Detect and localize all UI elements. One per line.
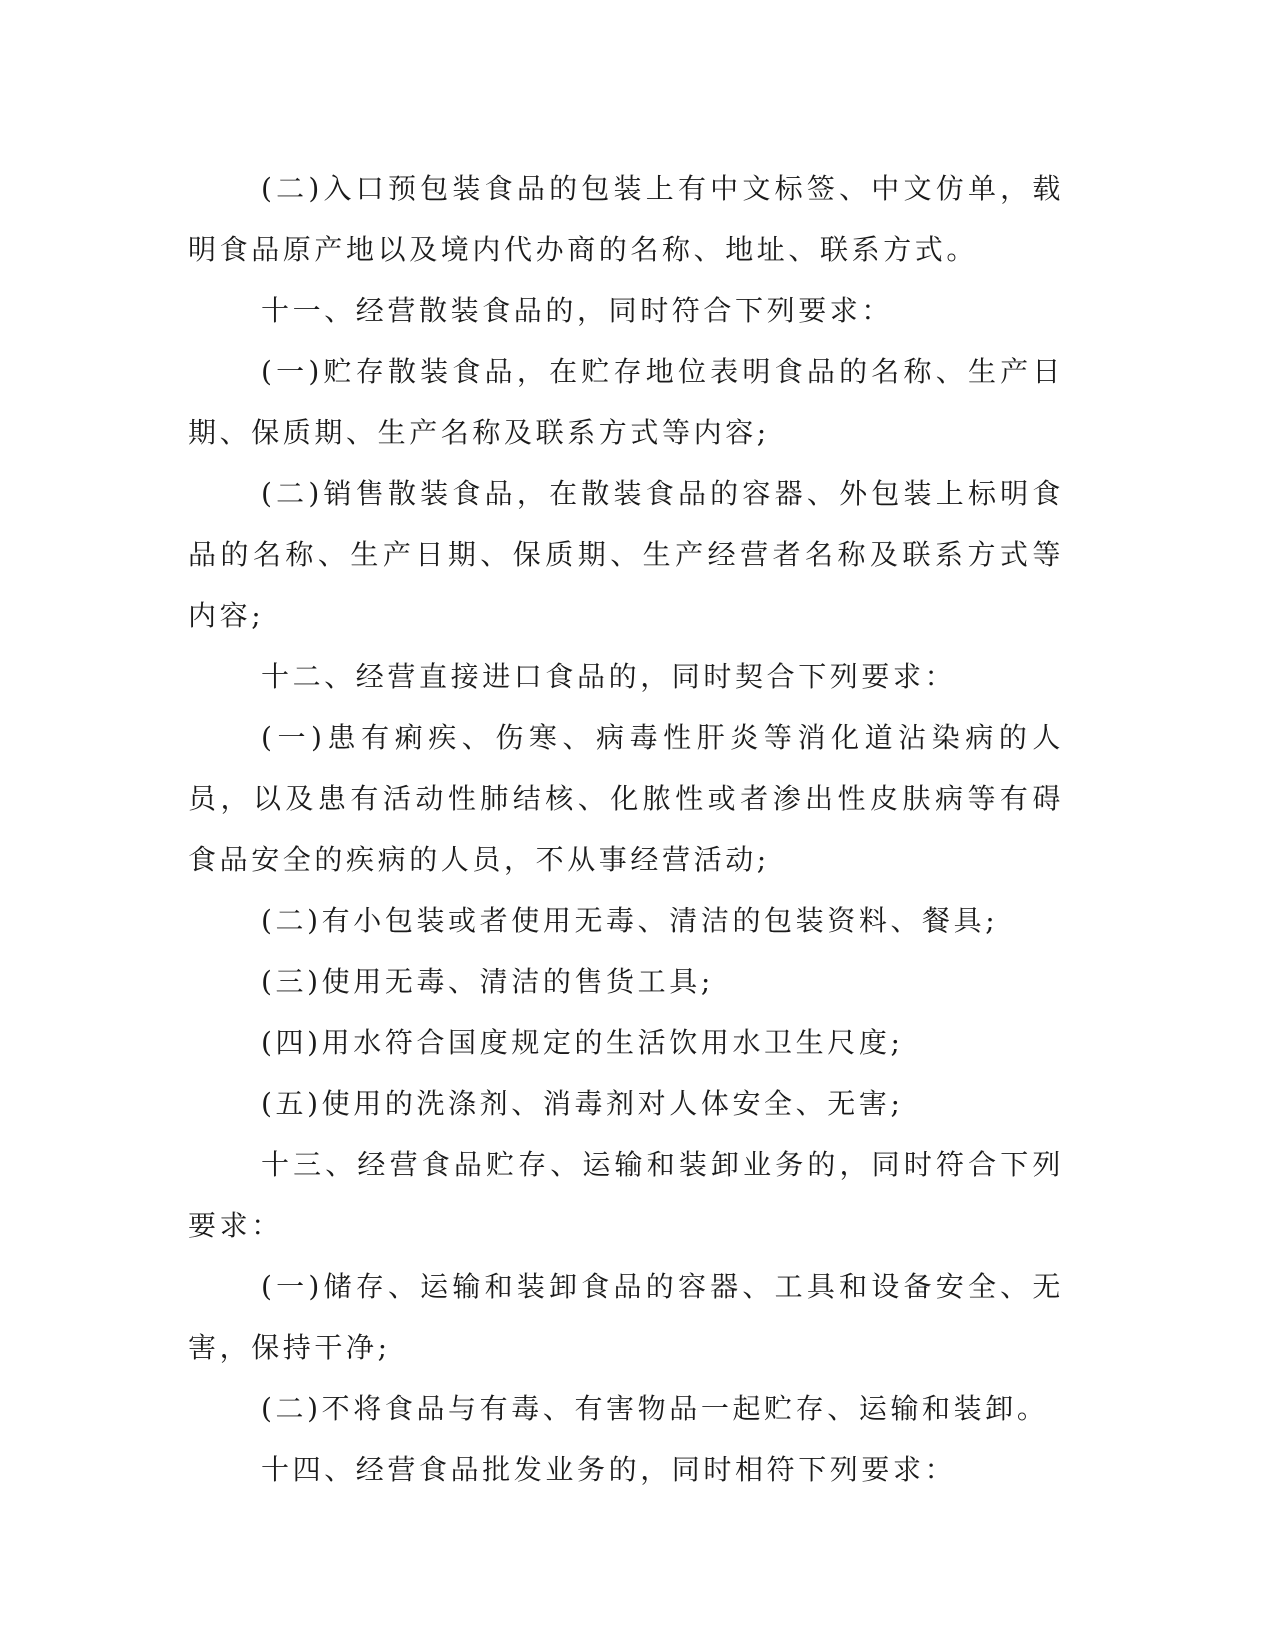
section-heading-bulk-food: 十一、经营散装食品的，同时符合下列要求： [261, 294, 894, 327]
paragraph-separation: (二)不将食品与有毒、有害物品一起贮存、运输和装卸。 [261, 1392, 1049, 1425]
paragraph-bulk-sales: (二)销售散装食品，在散装食品的容器、外包装上标明食品的名称、生产日期、保质期、生产经营者名称及联系方式等内容; [188, 477, 1064, 632]
document-body [188, 158, 1064, 1500]
paragraph-bulk-storage: (一)贮存散装食品，在贮存地位表明食品的名称、生产日期、保质期、生产名称及联系方式等内容; [188, 355, 1064, 449]
paragraph-containers: (一)储存、运输和装卸食品的容器、工具和设备安全、无害，保持干净; [188, 1270, 1064, 1364]
paragraph-imported-label: (二)入口预包装食品的包装上有中文标签、中文仿单，载明食品原产地以及境内代办商的名称、地址、联系方式。 [188, 172, 1064, 266]
paragraph-tools: (三)使用无毒、清洁的售货工具; [261, 965, 714, 998]
section-heading-wholesale: 十四、经营食品批发业务的，同时相符下列要求： [261, 1453, 957, 1486]
section-heading-direct-import: 十二、经营直接进口食品的，同时契合下列要求： [261, 660, 957, 693]
section-heading-storage-transport: 十三、经营食品贮存、运输和装卸业务的，同时符合下列要求： [188, 1148, 1064, 1242]
paragraph-detergent: (五)使用的洗涤剂、消毒剂对人体安全、无害; [261, 1087, 904, 1120]
paragraph-packaging: (二)有小包装或者使用无毒、清洁的包装资料、餐具; [261, 904, 999, 937]
paragraph-staff-health: (一)患有痢疾、伤寒、病毒性肝炎等消化道沾染病的人员，以及患有活动性肺结核、化脓性或者渗出性皮肤病等有碍食品安全的疾病的人员，不从事经营活动; [188, 721, 1064, 876]
paragraph-water: (四)用水符合国度规定的生活饮用水卫生尺度; [261, 1026, 904, 1059]
